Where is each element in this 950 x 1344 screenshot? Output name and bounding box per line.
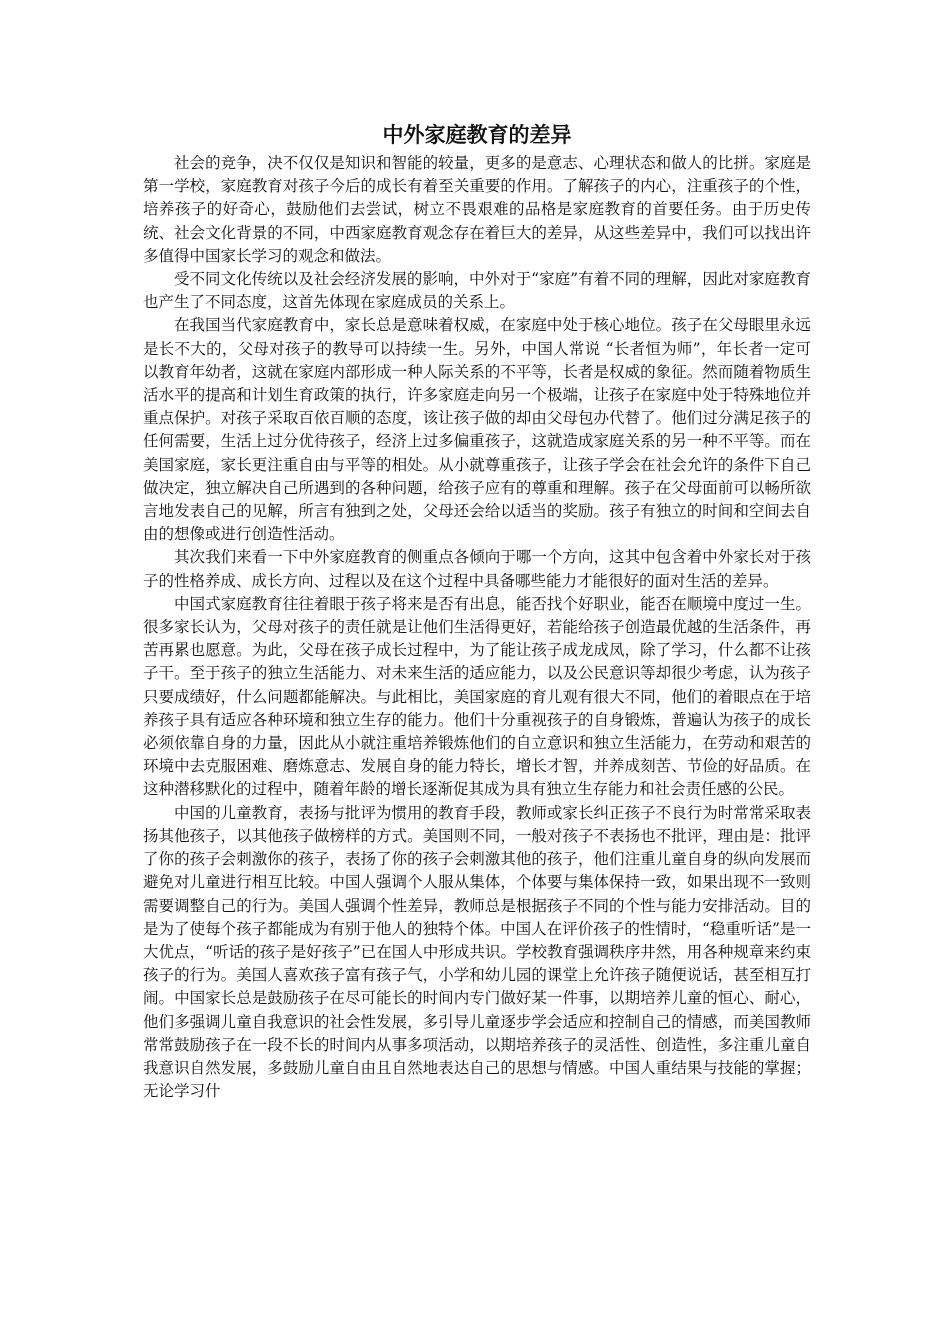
paragraph-6: 中国的儿童教育，表扬与批评为惯用的教育手段，教师或家长纠正孩子不良行为时常常采取表扬其他孩子，以其他孩子做榜样的方式。美国则不同，一般对孩子不表扬也不批评，理由是：批评了你的孩子会刺激你的孩子，表扬了你的孩子会刺激其他的孩子，他们注重儿童自身的纵向发展而避免对儿童进行相互比较。中国人强调个人服从集体，个体要与集体保持一致，如果出现不一致则需要调整自己的行为。美国人强调个性差异，教师总是根据孩子不同的个性与能力安排活动。目的是为了使每个孩子都能成为有别于他人的独特个体。中国人在评价孩子的性情时，“稳重听话”是一大优点，“听话的孩子是好孩子”已在国人中形成共识。学校教育强调秩序井然，用各种规章来约束孩子的行为。美国人喜欢孩子富有孩子气，小学和幼儿园的课堂上允许孩子随便说话，甚至相互打闹。中国家长总是鼓励孩子在尽可能长的时间内专门做好某一件事，以期培养儿童的恒心、耐心，他们多强调儿童自我意识的社会性发展，多引导儿童逐步学会适应和控制自己的情感，而美国教师常常鼓励孩子在一段不长的时间内从事多项活动，以期培养孩子的灵活性、创造性，多注重儿童自我意识自然发展，多鼓励儿童自由且自然地表达自己的思想与情感。中国人重结果与技能的掌握；无论学习什	[143, 803, 811, 1101]
document-body	[143, 118, 811, 1103]
paragraph-2: 受不同文化传统以及社会经济发展的影响，中外对于“家庭”有着不同的理解，因此对家庭教育也产生了不同态度，这首先体现在家庭成员的关系上。	[143, 270, 811, 312]
paragraph-3: 在我国当代家庭教育中，家长总是意味着权威，在家庭中处于核心地位。孩子在父母眼里永远是长不大的，父母对孩子的教导可以持续一生。另外，中国人常说 “长者恒为师”，年长者一定可以教育年幼者，这就在家庭内部形成一种人际关系的不平等，长者是权威的象征。然而随着物质生活水平的提高和计划生育政策的执行，许多家庭走向另一个极端，让孩子在家庭中处于特殊地位并重点保护。对孩子采取百依百顺的态度，该让孩子做的却由父母包办代替了。他们过分满足孩子的任何需要，生活上过分优待孩子，经济上过多偏重孩子，这就造成家庭关系的另一种不平等。而在美国家庭，家长更注重自由与平等的相处。从小就尊重孩子，让孩子学会在社会允许的条件下自己做决定，独立解决自己所遇到的各种问题，给孩子应有的尊重和理解。孩子在父母面前可以畅所欲言地发表自己的见解，所言有独到之处，父母还会给以适当的奖励。孩子有独立的时间和空间去自由的想像或进行创造性活动。	[143, 316, 811, 544]
document-title: 中外家庭教育的差异	[382, 123, 572, 147]
paragraph-1: 社会的竞争，决不仅仅是知识和智能的较量，更多的是意志、心理状态和做人的比拼。家庭是第一学校，家庭教育对孩子今后的成长有着至关重要的作用。了解孩子的内心，注重孩子的个性，培养孩子的好奇心，鼓励他们去尝试，树立不畏艰难的品格是家庭教育的首要任务。由于历史传统、社会文化背景的不同，中西家庭教育观念存在着巨大的差异，从这些差异中，我们可以找出许多值得中国家长学习的观念和做法。	[143, 154, 811, 265]
paragraph-4: 其次我们来看一下中外家庭教育的侧重点各倾向于哪一个方向，这其中包含着中外家长对于孩子的性格养成、成长方向、过程以及在这个过程中具备哪些能力才能很好的面对生活的差异。	[143, 548, 811, 590]
paragraph-5: 中国式家庭教育往往着眼于孩子将来是否有出息，能否找个好职业，能否在顺境中度过一生。很多家长认为，父母对孩子的责任就是让他们生活得更好，若能给孩子创造最优越的生活条件，再苦再累也愿意。为此，父母在孩子成长过程中，为了能让孩子成龙成凤，除了学习，什么都不让孩子干。至于孩子的独立生活能力、对未来生活的适应能力，以及公民意识等却很少考虑，认为孩子只要成绩好，什么问题都能解决。与此相比，美国家庭的育儿观有很大不同，他们的着眼点在于培养孩子具有适应各种环境和独立生存的能力。他们十分重视孩子的自身锻炼，普遍认为孩子的成长必须依靠自身的力量，因此从小就注重培养锻炼他们的自立意识和独立生活能力，在劳动和艰苦的环境中去克服困难、磨炼意志、发展自身的能力特长，增长才智，并养成刻苦、节俭的好品质。在这种潜移默化的过程中，随着年龄的增长逐渐促其成为具有独立生存能力和社会责任感的公民。	[143, 594, 811, 799]
